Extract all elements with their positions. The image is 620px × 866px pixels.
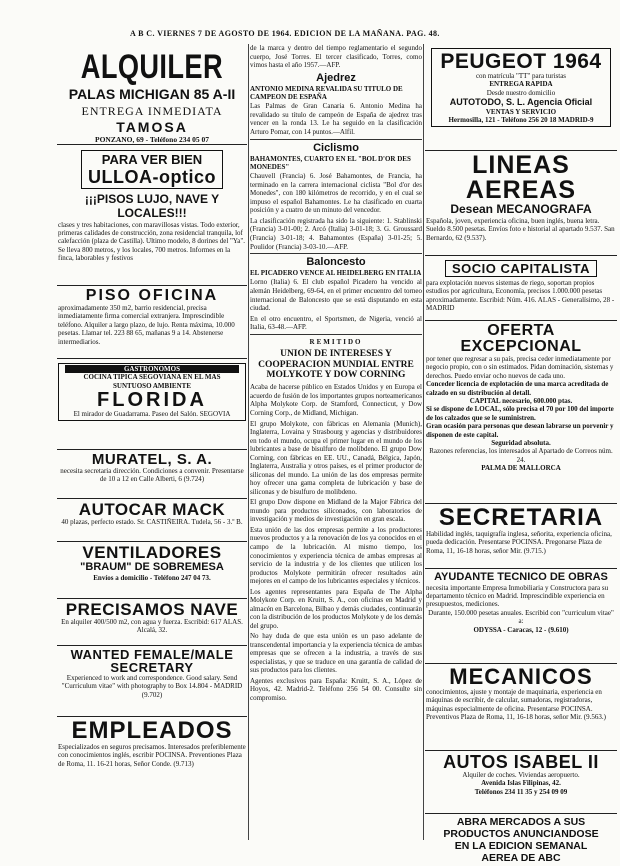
ad-muratel-title: MURATEL, S. A.: [91, 451, 213, 468]
ad-autos-address: Avenida Islas Filipinas, 42.: [481, 779, 561, 788]
article-text: Las Palmas de Gran Canaria 6. Antonio Medina ha revalidado su título de campeón de España de ajedrez tras vencer en la ronda 13. Le ha seguido en la clasificación Arturo Pomar, con 14 puntos.—Alfil.: [250, 102, 422, 136]
ad-muratel: [57, 450, 247, 499]
ad-empleados-body: Especializados en seguros precisamos. Interesados preferiblemente con conocimientos inglés, escribir POCINSA. Preventiones Plaza de Roma, 11. 16-21 horas, Señor Conde. (9.713): [58, 743, 246, 768]
classifieds-column-right: [425, 44, 617, 865]
ad-peugeot-line: VENTAS Y SERVICIO: [485, 107, 557, 116]
ad-socio: [425, 256, 617, 321]
ad-oferta-text: Seguridad absoluta.: [491, 438, 551, 447]
classifieds-column-left: [57, 44, 247, 840]
ad-socio-title: SOCIO CAPITALISTA: [451, 261, 591, 276]
article-kicker: REMITIDO: [309, 337, 363, 346]
ad-wanted-title: WANTED FEMALE/MALE SECRETARY: [70, 647, 234, 675]
ad-piso-oficina: [57, 286, 247, 359]
ad-ayudante-title: AYUDANTE TECNICO DE OBRAS: [434, 571, 608, 583]
ad-oferta-body: por tener que regresar a su país, precisa ceder inmediatamente por negocio propio, con o sin estimados. Pidan dominación, sistemas y derechos. Puedo enviar ocho nuevos de cada uno.: [426, 355, 614, 380]
ad-alquiler-address: PONZANO, 69 - Teléfono 234 05 07: [95, 135, 209, 145]
ad-ayudante-address: ODYSSA - Caracas, 12 - (9.610): [473, 625, 569, 634]
ad-abra-line: EN LA EDICION SEMANAL: [454, 840, 588, 853]
article-headline: UNION DE INTERESES Y COOPERACION MUNDIAL ENTRE MOLYKOTE Y DOW CORNING: [258, 348, 414, 381]
column-rule: [248, 44, 249, 840]
ad-peugeot-dealer: AUTOTODO, S. L. Agencia Oficial: [449, 97, 593, 108]
ad-piso-body: aproximadamente 350 m2, barrio residencial, precisa inmediatamente firma comercial extranjera. Imprescindible teléfono. Alquiler a largo plazo, de lujo. Renta máxima, 10.000 pesetas. Llamar tel. 223 88 65, mañanas 9 a 14. Abstenerse intermediarios.: [58, 304, 235, 346]
ad-secretaria-body: Habilidad inglés, taquigrafía inglesa, señorita, experiencia oficina, pueda dedicación. Presentarse POCINSA. Pregonarse Plaza de Roma, 11, 16-18 horas, señor Mir. (9.715.): [426, 530, 612, 555]
ad-ulloa: [57, 145, 247, 286]
ad-alquiler-line: ENTREGA INMEDIATA: [81, 104, 223, 119]
ad-alquiler: [57, 44, 247, 145]
ad-lineas-title: LINEAS AEREAS: [465, 151, 577, 204]
article-text: El grupo Molykote, con fábricas en Alemania (Munich), Inglaterra, Lovaina y Strasbourg y agencias y distribuidores en todo el mundo, ocupa el primer lugar en el mundo de los lubricantes a base de bisulfuro de molibdeno. El grupo Dow Corning, con fábricas en EE. UU., Canadá, Bélgica, Japón, Inglaterra, Australia y otros países, es el primer productor de siliconas del mundo. La unión de las dos empresas permite hoy ofrecer una gama completa de lubricación y base de siliconas y de bisulfuro de molibdeno.: [250, 419, 422, 496]
ad-ulloa-brand: ULLOA-optico: [88, 166, 216, 187]
ad-secretaria: [425, 504, 617, 569]
ad-oferta-text: Si se dispone de LOCAL, sólo precisa el 70 por 100 del importe de los calzados que se le suministren.: [426, 405, 614, 422]
ad-peugeot-line: ENTREGA RAPIDA: [489, 80, 553, 89]
ad-florida-title: FLORIDA: [97, 389, 207, 412]
page-masthead: A B C. VIERNES 7 DE AGOSTO DE 1964. EDICION DE LA MAÑANA. PAG. 48.: [130, 29, 440, 38]
ad-lineas-subtitle: Desean MECANOGRAFA: [450, 202, 592, 216]
divider: [250, 334, 422, 335]
ad-oferta-city: PALMA DE MALLORCA: [481, 464, 561, 473]
ad-oferta-title: OFERTA EXCEPCIONAL: [460, 322, 582, 355]
ad-mecanicos: [425, 664, 617, 751]
ad-alquiler-line: PALAS MICHIGAN 85 A-II: [68, 86, 236, 102]
ad-socio-box: [445, 260, 597, 277]
article-text: Agentes exclusivos para España: Kruitt, S. A., López de Hoyos, 42. Madrid-2. Teléfono 256 54 00. Consulte sin compromiso.: [250, 676, 422, 702]
article-text: Los agentes representantes para España de The Alpha Molykote Corp. en Kruitt, S. A., con oficinas en Madrid y almacén en Barcelona, Bilbao y demás ciudades, continuarán con la distribución de los productos Molykote y de los demás del grupo.: [250, 587, 422, 630]
article-text: de la marca y dentro del tiempo reglamentario el segundo cuerpo, José Torres. El tercer clasificado, Torres, como vimos hasta el año 1957.—AFP.: [250, 44, 422, 70]
ad-florida-kicker: GASTRONOMOS: [65, 365, 239, 373]
ad-empleados-title: EMPLEADOS: [71, 717, 233, 744]
ad-autocar-body: 40 plazas, perfecto estado. Sr. CASTIÑEIRA. Tudela, 56 - 3.º B.: [61, 518, 243, 526]
ad-ventiladores: [57, 542, 247, 599]
article-text: Lorno (Italia) 6. El club español Picadero ha vencido al alemán Heidelberg, 69-64, en el primer encuentro del torneo internacional de Baloncesto que se está disputando en esta ciudad.: [250, 278, 422, 313]
article-text: En el otro encuentro, el Sportsmen, de Nigeria, venció al Italia, 63-48.—AFP.: [250, 314, 422, 332]
ad-ventiladores-body: Envíos a domicilio - Teléfono 247 04 73.: [93, 573, 211, 582]
ad-empleados: [57, 717, 247, 770]
ad-piso-title: PISO OFICINA: [85, 287, 219, 304]
ad-autos-phone: Teléfonos 234 11 35 y 254 09 09: [474, 787, 568, 796]
ad-abra-line: PRODUCTOS ANUNCIANDOSE: [443, 828, 599, 841]
section-heading-ciclismo: Ciclismo: [313, 141, 359, 154]
ad-autocar-title: AUTOCAR MACK: [78, 500, 226, 519]
article-subhead: EL PICADERO VENCE AL HEIDELBERG EN ITALIA: [250, 269, 422, 278]
article-text: No hay duda de que esta unión es un paso adelante de transcendental importancia y la experiencia técnica de ambas empresas que se ofrecen a la industria, a través de sus especialistas, y que se traduce en una garantía de calidad de sus productos para los clientes.: [250, 632, 422, 675]
column-rule: [423, 44, 424, 840]
ad-nave-title: PRECISAMOS NAVE: [65, 600, 239, 619]
article-text: La clasificación registrada ha sido la siguiente: 1. Stablinski (Francia) 3-01-00; 2. Arcó (Italia) 3-01-18; 3. G. Groussard (Francia) 3-01-18; 4. Bahamontes (España) 3-01-25; 5. Poulidor (Francia) 3-03-10.—AFP.: [250, 216, 422, 251]
ad-peugeot: [425, 44, 617, 151]
ad-autos-isabel: [425, 751, 617, 814]
ad-florida-line: COCINA TIPICA SEGOVIANA EN EL MAS SUNTUOSO AMBIENTE: [83, 373, 221, 390]
ad-peugeot-title: PEUGEOT 1964: [440, 50, 602, 73]
ad-wanted-body: Experienced to work and correspondence. Good salary. Send "Curriculum vitae" with photography to Box 14.804 - MADRID (9.702): [61, 674, 243, 699]
ad-autocar: [57, 499, 247, 542]
section-heading-ajedrez: Ajedrez: [316, 71, 356, 84]
divider: [250, 253, 422, 254]
ad-florida-box: [58, 363, 246, 421]
article-subhead: BAHAMONTES, CUARTO EN EL "BOL D'OR DES MONEDES": [250, 154, 411, 171]
ad-oferta-text: Gran ocasión para personas que desean labrarse un porvenir y disponen de este capital.: [426, 422, 614, 439]
article-text: El grupo Dow dispone en Midland de la Major Fábrica del mundo para productos siliconados, con laboratorios de investigación y medios de investigación en gran escala.: [250, 498, 422, 524]
ad-alquiler-title: ALQUILER: [80, 48, 224, 86]
ad-abra-mercados: [425, 814, 617, 866]
ad-ulloa-headline: ¡¡¡PISOS LUJO, NAVE Y LOCALES!!!: [84, 191, 220, 220]
ad-ventiladores-brand: "BRAUM" DE SOBREMESA: [80, 561, 224, 573]
ad-ayudante-body: Durante, 150.000 pesetas anuales. Escribid con "curriculum vitae" a:: [428, 608, 614, 626]
ad-peugeot-box: [431, 48, 610, 127]
ad-peugeot-line: Desde nuestro domicilio: [486, 88, 556, 97]
ad-abra-line: ABRA MERCADOS A SUS: [456, 816, 586, 828]
ad-lineas-aereas: [425, 151, 617, 256]
article-text: Esta unión de las dos empresas permite a los productores nuevos productos y a la renovación de los ya conocidos en el campo de la lubricación. Al mismo tiempo, los conocimientos y experiencia técnica de ambas empresas al servicio de la industria y de los clientes que utilicen los productos Molykote permitirán ofrecer resultados aún mejores en el campo de los lubricantes especiales y técnicos.: [250, 525, 422, 586]
ad-oferta-text: Conceder licencia de explotación de una marca acreditada de calzado en su distribución al detall.: [426, 380, 609, 397]
ad-ventiladores-title: VENTILADORES: [82, 543, 222, 562]
ad-oferta-text: CAPITAL necesario, 600.000 ptas.: [469, 396, 573, 405]
ad-ayudante-body: necesita importante Empresa Inmobiliaria y Constructora para su departamento técnico en Madrid. Imprescindible experiencia en presupuestos, mediciones.: [426, 583, 609, 609]
article-text: Chauvell (Francia) 6. José Bahamontes, de Francia, ha terminado en la carrera internacional ciclista "Bol d'or des Monedes", con 180 kilómetros de recorrido, y en el cual se impuso el español Bahamontes. Le ha clasificado en cuarta posición y a cuatro de un minuto del vencedor.: [250, 172, 422, 215]
ad-florida-address: El mirador de Guadarrama. Paseo del Salón. SEGOVIA: [73, 410, 231, 419]
ad-ulloa-body: clases y tres habitaciones, con maravillosas vistas. Todo exterior, primeras calidades de construcción, zona residencial tranquila, lof calefacción (plaza de Castilla). Ultimo modelo, 8 dorines del "Ya". Se lleva 800 metros, y los locales, 700 metros. Informes en la finca, laborables y festivos: [58, 220, 245, 263]
divider: [250, 139, 422, 140]
ad-peugeot-address: Hermosilla, 121 - Teléfono 256 20 18 MADRID-9: [448, 115, 594, 124]
ad-wanted: [57, 646, 247, 717]
ad-ulloa-line: PARA VER BIEN: [101, 152, 203, 167]
ad-oferta: [425, 321, 617, 504]
ad-mecanicos-body: conocimientos, ajuste y montaje de maquinaria, experiencia en máquinas de escribir, de calcular, sumadoras, registradoras, máquinas especialmente de oficina. Presentarse POCINSA. Preventivos Plaza de Roma, 11, 16-18 horas, señor Mir. (9.563.): [426, 688, 606, 722]
ad-ayudante: [425, 569, 617, 664]
ad-oferta-text: Razones referencias, los interesados al Apartado de Correos núm. 24.: [429, 447, 613, 464]
ad-florida: [57, 359, 247, 450]
ad-socio-body: para explotación nuevos sistemas de riego, soportan propios estudios por agricultura, Economía, precisos 1.000.000 pesetas aproximadamente. Escribid: Núm. 416. ALAS - Generalísimo, 28 - MADRID: [426, 279, 615, 313]
section-heading-baloncesto: Baloncesto: [306, 256, 366, 269]
news-column: [250, 44, 422, 840]
ad-nave: [57, 599, 247, 646]
article-subhead: ANTONIO MEDINA REVALIDA SU TITULO DE CAMPEON DE ESPAÑA: [250, 84, 403, 101]
article-text: Acaba de hacerse público en Estados Unidos y en Europa el acuerdo de fusión de los importantes grupos norteamericanos Alpha Molykote Corp. de Stamford, Connecticut, y Dow Corning Corp., de Midland, Michigan.: [250, 383, 422, 417]
ad-nave-body: En alquiler 400/500 m2, con agua y fuerza. Escribid: 617 ALAS. Alcalá, 32.: [61, 618, 243, 635]
ad-lineas-body: Española, joven, experiencia oficina, buen inglés, buena letra. Sueldo 8.500 pesetas. Envíos foto e historial al apartado 9.537. San Bernardo, 62 (9.537).: [426, 216, 615, 242]
ad-muratel-body: necesita secretaria dirección. Condiciones a convenir. Presentarse de 10 a 12 en Calle Alberti, 6 (9.724): [60, 467, 244, 484]
ad-abra-line: AEREA DE ABC: [481, 852, 561, 865]
ad-mecanicos-title: MECANICOS: [449, 664, 593, 689]
ad-autos-body: Alquiler de coches. Viviendas aeropuerto.: [462, 771, 580, 779]
ad-ulloa-box: [81, 150, 223, 189]
ad-autos-title: AUTOS ISABEL II: [443, 752, 599, 772]
ad-alquiler-company: TAMOSA: [116, 119, 188, 136]
ad-peugeot-line: con matrícula "TT" para turistas: [475, 72, 567, 80]
ad-secretaria-title: SECRETARIA: [438, 504, 604, 531]
